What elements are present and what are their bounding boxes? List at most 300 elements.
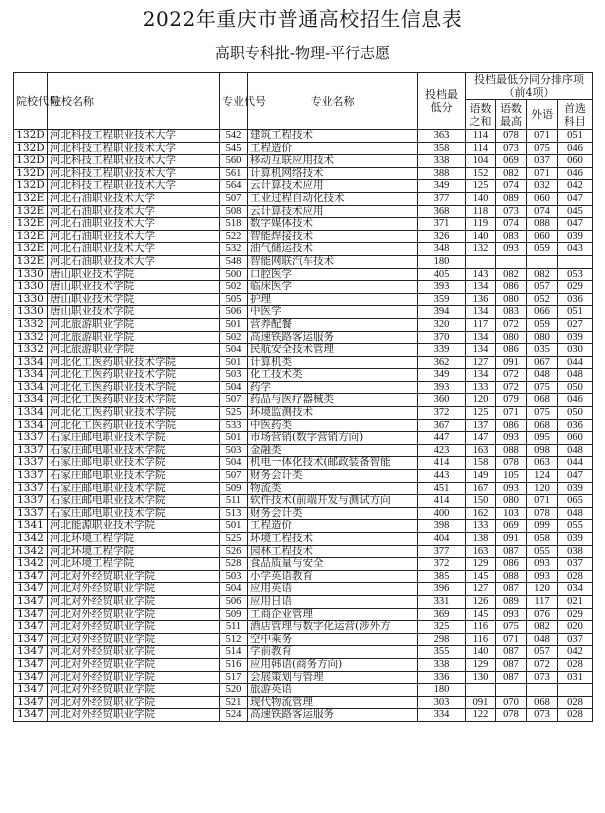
cell-major-code: 516 [220,658,248,671]
cell-foreign-score: 059 [527,243,558,256]
cell-major-name: 小学英语教育 [248,570,418,583]
cell-first-subject: 039 [558,482,593,495]
table-row [14,545,593,558]
table-row [14,684,593,697]
cell-major-name: 建筑工程技术 [248,130,418,143]
cell-math-max: 075 [496,621,527,634]
cell-math-max: 093 [496,482,527,495]
table-row [14,255,593,268]
cell-major-code: 506 [220,306,248,319]
cell-first-subject: 029 [558,281,593,294]
page-title: 2022年重庆市普通高校招生信息表 [142,7,463,31]
cell-major-name: 财务会计类 [248,470,418,483]
cell-school-name: 河北科技工程职业技术大学 [48,180,220,193]
table-row [14,281,593,294]
cell-major-code: 522 [220,230,248,243]
cell-min-score: 338 [418,155,466,168]
cell-major-name: 数字媒体技术 [248,218,418,231]
cell-school-name: 河北石油职业技术大学 [48,243,220,256]
cell-sum-chinese-math: 163 [466,444,496,457]
cell-sum-chinese-math: 163 [466,545,496,558]
cell-math-max: 087 [496,658,527,671]
table-row [14,180,593,193]
cell-math-max: 086 [496,344,527,357]
cell-foreign-score: 059 [527,318,558,331]
cell-sum-chinese-math: 140 [466,646,496,659]
cell-major-name: 环境工程技术 [248,533,418,546]
cell-major-name: 油气储运技术 [248,243,418,256]
cell-school-name: 唐山职业技术学院 [48,293,220,306]
table-row [14,482,593,495]
cell-sum-chinese-math: 136 [466,293,496,306]
table-body [14,130,593,722]
cell-major-code: 509 [220,482,248,495]
cell-major-name: 金融类 [248,444,418,457]
cell-school-name: 河北能源职业技术学院 [48,520,220,533]
cell-major-name: 市场营销(数字营销方向) [248,432,418,445]
cell-major-code: 504 [220,583,248,596]
cell-first-subject: 038 [558,545,593,558]
cell-major-code: 542 [220,130,248,143]
cell-school-name: 河北石油职业技术大学 [48,218,220,231]
cell-major-name: 会展策划与管理 [248,671,418,684]
cell-school-name: 河北环境工程学院 [48,558,220,571]
cell-math-max: 072 [496,381,527,394]
cell-math-max: 080 [496,331,527,344]
cell-major-code: 504 [220,344,248,357]
cell-school-code: 1347 [14,583,48,596]
cell-major-name: 软件技术(前端开发与测试方向 [248,495,418,508]
cell-first-subject: 028 [558,658,593,671]
cell-school-name: 石家庄邮电职业技术学院 [48,457,220,470]
cell-sum-chinese-math [466,684,496,697]
cell-school-code: 1337 [14,507,48,520]
cell-math-max: 071 [496,633,527,646]
cell-math-max: 069 [496,155,527,168]
cell-min-score: 180 [418,255,466,268]
cell-first-subject: 031 [558,671,593,684]
page-subtitle: 高职专科批-物理-平行志愿 [214,44,391,62]
cell-min-score: 338 [418,658,466,671]
header-rank-group: 投档最低分同分排序项（前4项） [466,73,593,100]
cell-school-code: 1334 [14,356,48,369]
table-row [14,218,593,231]
cell-sum-chinese-math: 152 [466,167,496,180]
cell-first-subject: 051 [558,130,593,143]
cell-first-subject: 037 [558,558,593,571]
table-row [14,155,593,168]
cell-math-max: 074 [496,180,527,193]
cell-math-max: 089 [496,595,527,608]
cell-min-score: 326 [418,230,466,243]
cell-min-score: 369 [418,608,466,621]
cell-math-max: 079 [496,394,527,407]
cell-school-name: 河北对外经贸职业学院 [48,709,220,722]
cell-first-subject: 048 [558,369,593,382]
cell-foreign-score: 068 [527,696,558,709]
cell-school-code: 132E [14,230,48,243]
cell-first-subject: 029 [558,608,593,621]
cell-foreign-score: 099 [527,520,558,533]
table-row [14,432,593,445]
cell-foreign-score: 068 [527,394,558,407]
admission-table [13,72,593,722]
cell-school-code: 132E [14,255,48,268]
cell-foreign-score: 076 [527,608,558,621]
cell-math-max: 088 [496,570,527,583]
cell-school-name: 河北化工医药职业技术学院 [48,407,220,420]
cell-foreign-score: 080 [527,331,558,344]
cell-school-name: 河北旅游职业学院 [48,331,220,344]
cell-sum-chinese-math: 126 [466,595,496,608]
table-row [14,621,593,634]
cell-major-code: 560 [220,155,248,168]
cell-min-score: 336 [418,671,466,684]
cell-major-name: 营养配餐 [248,318,418,331]
cell-school-code: 1334 [14,419,48,432]
cell-sum-chinese-math: 120 [466,394,496,407]
cell-min-score: 377 [418,192,466,205]
cell-sum-chinese-math: 118 [466,205,496,218]
cell-major-name: 移动互联应用技术 [248,155,418,168]
cell-school-code: 1337 [14,457,48,470]
cell-sum-chinese-math: 150 [466,495,496,508]
header-school-name: 院校名称 [48,73,220,130]
cell-foreign-score: 057 [527,646,558,659]
cell-major-name: 云计算技术应用 [248,205,418,218]
header-min-score: 投档最低分 [418,73,466,130]
cell-foreign-score: 124 [527,470,558,483]
cell-sum-chinese-math: 140 [466,230,496,243]
cell-min-score: 368 [418,205,466,218]
cell-major-code: 511 [220,495,248,508]
cell-school-name: 河北科技工程职业技术大学 [48,167,220,180]
cell-foreign-score: 058 [527,533,558,546]
cell-school-name: 河北科技工程职业技术大学 [48,130,220,143]
cell-foreign-score: 082 [527,621,558,634]
cell-sum-chinese-math: 127 [466,356,496,369]
cell-major-name: 智能网联汽车技术 [248,255,418,268]
cell-sum-chinese-math: 127 [466,583,496,596]
cell-math-max: 071 [496,407,527,420]
cell-first-subject: 039 [558,533,593,546]
cell-first-subject: 042 [558,180,593,193]
cell-major-name: 工商企业管理 [248,608,418,621]
cell-major-name: 高速铁路客运服务 [248,331,418,344]
table-row [14,533,593,546]
cell-first-subject: 047 [558,192,593,205]
cell-major-code: 501 [220,432,248,445]
cell-min-score: 398 [418,520,466,533]
cell-foreign-score: 066 [527,306,558,319]
cell-school-name: 河北对外经贸职业学院 [48,595,220,608]
cell-major-name: 云计算技术应用 [248,180,418,193]
cell-min-score: 405 [418,268,466,281]
cell-major-code: 520 [220,684,248,697]
table-row [14,142,593,155]
cell-foreign-score: 095 [527,432,558,445]
table-row [14,318,593,331]
cell-sum-chinese-math: 104 [466,155,496,168]
cell-sum-chinese-math: 167 [466,482,496,495]
cell-school-name: 河北对外经贸职业学院 [48,621,220,634]
cell-first-subject: 034 [558,583,593,596]
cell-major-code: 506 [220,595,248,608]
cell-major-name: 工程造价 [248,520,418,533]
cell-math-max: 091 [496,533,527,546]
cell-school-name: 河北环境工程学院 [48,545,220,558]
cell-min-score: 349 [418,180,466,193]
cell-school-code: 132D [14,142,48,155]
cell-first-subject: 020 [558,621,593,634]
cell-math-max: 103 [496,507,527,520]
cell-school-name: 河北科技工程职业技术大学 [48,155,220,168]
cell-school-name: 河北化工医药职业技术学院 [48,369,220,382]
cell-sum-chinese-math: 137 [466,419,496,432]
cell-school-code: 1347 [14,646,48,659]
cell-school-code: 1330 [14,281,48,294]
cell-min-score: 349 [418,369,466,382]
cell-math-max: 091 [496,356,527,369]
cell-foreign-score: 068 [527,419,558,432]
cell-first-subject: 043 [558,243,593,256]
cell-foreign-score: 063 [527,457,558,470]
cell-major-code: 517 [220,671,248,684]
cell-major-name: 现代物流管理 [248,696,418,709]
table-row [14,268,593,281]
cell-first-subject: 042 [558,646,593,659]
cell-first-subject: 048 [558,444,593,457]
cell-foreign-score: 032 [527,180,558,193]
cell-sum-chinese-math: 130 [466,671,496,684]
table-row [14,167,593,180]
cell-first-subject: 060 [558,155,593,168]
cell-math-max: 089 [496,192,527,205]
cell-math-max: 069 [496,520,527,533]
cell-school-name: 河北对外经贸职业学院 [48,570,220,583]
cell-school-name: 河北石油职业技术大学 [48,255,220,268]
cell-major-code: 512 [220,633,248,646]
cell-major-name: 计算机网络技术 [248,167,418,180]
cell-school-code: 1337 [14,495,48,508]
header-school-code: 院校代号 [14,73,48,130]
cell-foreign-score: 088 [527,218,558,231]
cell-foreign-score: 048 [527,369,558,382]
cell-major-name: 财务会计类 [248,507,418,520]
cell-first-subject: 030 [558,344,593,357]
cell-math-max: 073 [496,205,527,218]
table-row [14,658,593,671]
table-row [14,344,593,357]
cell-major-code: 502 [220,331,248,344]
cell-min-score: 372 [418,407,466,420]
cell-major-code: 500 [220,268,248,281]
cell-major-code: 507 [220,470,248,483]
cell-major-name: 护理 [248,293,418,306]
cell-math-max: 082 [496,167,527,180]
table-row [14,243,593,256]
cell-major-code: 503 [220,570,248,583]
cell-major-code: 513 [220,507,248,520]
cell-foreign-score: 055 [527,545,558,558]
cell-first-subject: 036 [558,419,593,432]
header-first-subject: 首选科目 [558,100,593,130]
cell-major-name: 化工技术类 [248,369,418,382]
cell-first-subject: 050 [558,407,593,420]
cell-major-code: 509 [220,608,248,621]
cell-min-score: 400 [418,507,466,520]
cell-math-max: 073 [496,142,527,155]
cell-first-subject: 053 [558,268,593,281]
cell-major-name: 应用英语 [248,583,418,596]
cell-first-subject: 055 [558,520,593,533]
cell-school-code: 132E [14,192,48,205]
cell-min-score: 404 [418,533,466,546]
cell-school-name: 河北石油职业技术大学 [48,205,220,218]
cell-school-code: 132E [14,218,48,231]
cell-major-code: 503 [220,369,248,382]
cell-foreign-score: 037 [527,155,558,168]
cell-major-name: 酒店管理与数字化运营(涉外方 [248,621,418,634]
cell-math-max: 074 [496,218,527,231]
cell-sum-chinese-math: 140 [466,192,496,205]
cell-major-code: 505 [220,293,248,306]
cell-foreign-score: 082 [527,268,558,281]
cell-school-name: 石家庄邮电职业技术学院 [48,495,220,508]
cell-major-code: 503 [220,444,248,457]
cell-foreign-score: 071 [527,167,558,180]
cell-first-subject: 028 [558,570,593,583]
cell-sum-chinese-math: 147 [466,432,496,445]
cell-math-max: 078 [496,709,527,722]
table-row [14,633,593,646]
cell-math-max: 087 [496,646,527,659]
cell-school-code: 1337 [14,432,48,445]
cell-school-name: 石家庄邮电职业技术学院 [48,432,220,445]
cell-school-name: 唐山职业技术学院 [48,306,220,319]
cell-first-subject [558,255,593,268]
cell-foreign-score: 093 [527,570,558,583]
cell-math-max: 105 [496,470,527,483]
cell-foreign-score: 075 [527,142,558,155]
cell-sum-chinese-math: 162 [466,507,496,520]
cell-major-code: 504 [220,457,248,470]
cell-min-score: 355 [418,646,466,659]
cell-major-code: 502 [220,281,248,294]
cell-math-max: 087 [496,583,527,596]
header-sum-chinese-math: 语数之和 [466,100,496,130]
cell-school-code: 1334 [14,369,48,382]
cell-school-code: 132D [14,130,48,143]
cell-sum-chinese-math: 145 [466,608,496,621]
table-row [14,130,593,143]
cell-sum-chinese-math: 134 [466,369,496,382]
cell-min-score: 423 [418,444,466,457]
cell-sum-chinese-math: 158 [466,457,496,470]
cell-major-name: 计算机类 [248,356,418,369]
cell-math-max: 093 [496,243,527,256]
cell-major-name: 工业过程自动化技术 [248,192,418,205]
cell-major-name: 智能焊接技术 [248,230,418,243]
cell-foreign-score: 078 [527,507,558,520]
cell-foreign-score: 075 [527,381,558,394]
table-row [14,419,593,432]
cell-major-code: 545 [220,142,248,155]
cell-major-code: 525 [220,533,248,546]
cell-sum-chinese-math: 119 [466,218,496,231]
cell-math-max: 072 [496,318,527,331]
cell-major-code: 521 [220,696,248,709]
cell-math-max: 093 [496,608,527,621]
cell-sum-chinese-math: 091 [466,696,496,709]
cell-first-subject: 028 [558,696,593,709]
cell-math-max: 082 [496,268,527,281]
cell-school-code: 132D [14,167,48,180]
cell-math-max [496,684,527,697]
cell-sum-chinese-math: 132 [466,243,496,256]
cell-first-subject: 046 [558,394,593,407]
table-row [14,394,593,407]
cell-math-max [496,255,527,268]
cell-first-subject: 044 [558,356,593,369]
table-row [14,709,593,722]
cell-major-code: 532 [220,243,248,256]
cell-math-max: 070 [496,696,527,709]
table-row [14,331,593,344]
cell-major-code: 508 [220,205,248,218]
cell-school-name: 河北化工医药职业技术学院 [48,419,220,432]
cell-school-code: 1347 [14,633,48,646]
cell-min-score: 396 [418,583,466,596]
cell-first-subject: 047 [558,218,593,231]
cell-major-name: 旅游英语 [248,684,418,697]
cell-major-code: 501 [220,318,248,331]
cell-first-subject [558,684,593,697]
cell-math-max: 078 [496,130,527,143]
cell-sum-chinese-math: 125 [466,180,496,193]
table-row [14,407,593,420]
cell-school-name: 河北旅游职业学院 [48,344,220,357]
cell-foreign-score: 067 [527,356,558,369]
table-row [14,570,593,583]
cell-min-score: 358 [418,142,466,155]
cell-math-max: 087 [496,545,527,558]
cell-first-subject: 045 [558,205,593,218]
cell-first-subject: 044 [558,457,593,470]
cell-major-name: 中医药类 [248,419,418,432]
cell-school-name: 河北对外经贸职业学院 [48,633,220,646]
cell-min-score: 393 [418,281,466,294]
cell-major-code: 501 [220,356,248,369]
cell-school-code: 1337 [14,482,48,495]
cell-min-score: 331 [418,595,466,608]
cell-major-code: 507 [220,192,248,205]
cell-school-code: 1330 [14,293,48,306]
cell-foreign-score: 093 [527,558,558,571]
cell-min-score: 303 [418,696,466,709]
cell-math-max: 087 [496,671,527,684]
table-row [14,470,593,483]
cell-math-max: 088 [496,444,527,457]
cell-school-code: 1347 [14,595,48,608]
cell-min-score: 180 [418,684,466,697]
cell-major-name: 机电一体化技术(邮政装备智能 [248,457,418,470]
cell-school-code: 1347 [14,570,48,583]
cell-school-name: 河北石油职业技术大学 [48,230,220,243]
cell-major-code: 533 [220,419,248,432]
table-row [14,356,593,369]
cell-major-code: 501 [220,520,248,533]
